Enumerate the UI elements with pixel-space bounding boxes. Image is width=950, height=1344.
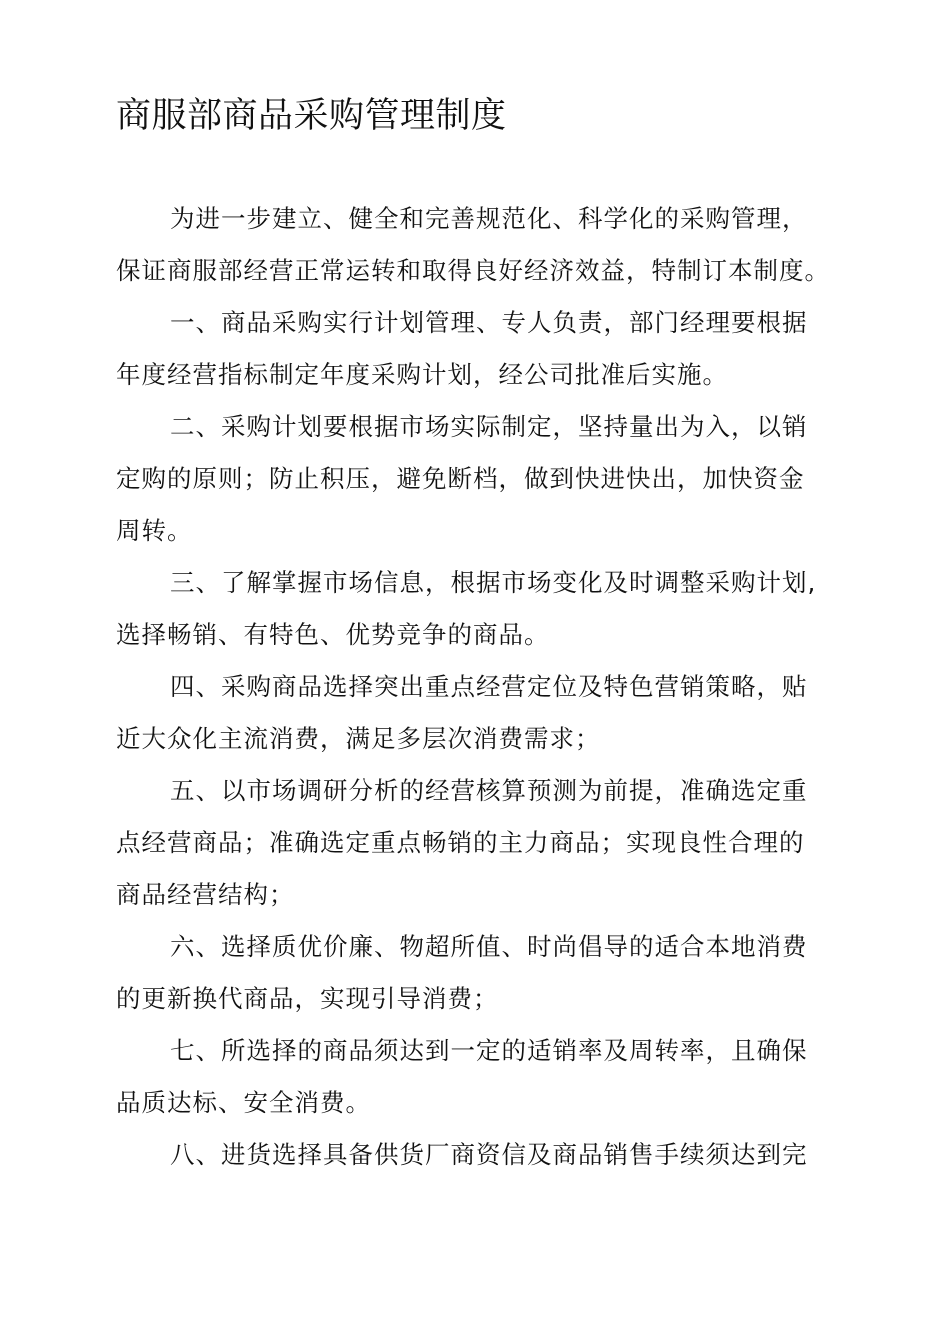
text-line: 六、选择质优价廉、物超所值、时尚倡导的适合本地消费 — [170, 932, 808, 961]
paragraph-item-5 — [116, 765, 836, 921]
text-line: 七、所选择的商品须达到一定的适销率及周转率，且确保 — [170, 1036, 808, 1065]
text-line: 八、进货选择具备供货厂商资信及商品销售手续须达到完 — [170, 1140, 808, 1169]
paragraph-item-3 — [116, 557, 836, 661]
text-line: 近大众化主流消费，满足多层次消费需求； — [116, 724, 601, 753]
text-line: 的更新换代商品，实现引导消费； — [116, 984, 499, 1013]
paragraph-item-6 — [116, 921, 836, 1025]
text-line: 三、了解掌握市场信息，根据市场变化及时调整采购计划, — [170, 568, 817, 597]
text-line: 四、采购商品选择突出重点经营定位及特色营销策略，贴 — [170, 672, 808, 701]
paragraph-item-7 — [116, 1025, 836, 1129]
text-line: 品质达标、安全消费。 — [116, 1088, 371, 1117]
paragraph-item-4 — [116, 661, 836, 765]
text-line: 商品经营结构； — [116, 880, 295, 909]
text-line: 定购的原则；防止积压，避免断档，做到快进快出，加快资金 — [116, 464, 805, 493]
text-line: 一、商品采购实行计划管理、专人负责，部门经理要根据 — [170, 308, 808, 337]
text-line: 年度经营指标制定年度采购计划，经公司批准后实施。 — [116, 360, 728, 389]
paragraph-item-1 — [116, 297, 836, 401]
text-line: 五、以市场调研分析的经营核算预测为前提，准确选定重 — [170, 776, 808, 805]
text-line: 为进一步建立、健全和完善规范化、科学化的采购管理， — [170, 204, 808, 233]
text-line: 二、采购计划要根据市场实际制定，坚持量出为入，以销 — [170, 412, 808, 441]
paragraph-item-2 — [116, 401, 836, 557]
text-line: 选择畅销、有特色、优势竞争的商品。 — [116, 620, 550, 649]
document-body — [116, 193, 836, 1181]
document-title: 商服部商品采购管理制度 — [116, 96, 507, 136]
text-line: 保证商服部经营正常运转和取得良好经济效益，特制订本制度。 — [116, 256, 830, 285]
paragraph-intro — [116, 193, 836, 297]
text-line: 点经营商品；准确选定重点畅销的主力商品；实现良性合理的 — [116, 828, 805, 857]
paragraph-item-8 — [116, 1129, 836, 1181]
text-line: 周转。 — [116, 516, 193, 545]
